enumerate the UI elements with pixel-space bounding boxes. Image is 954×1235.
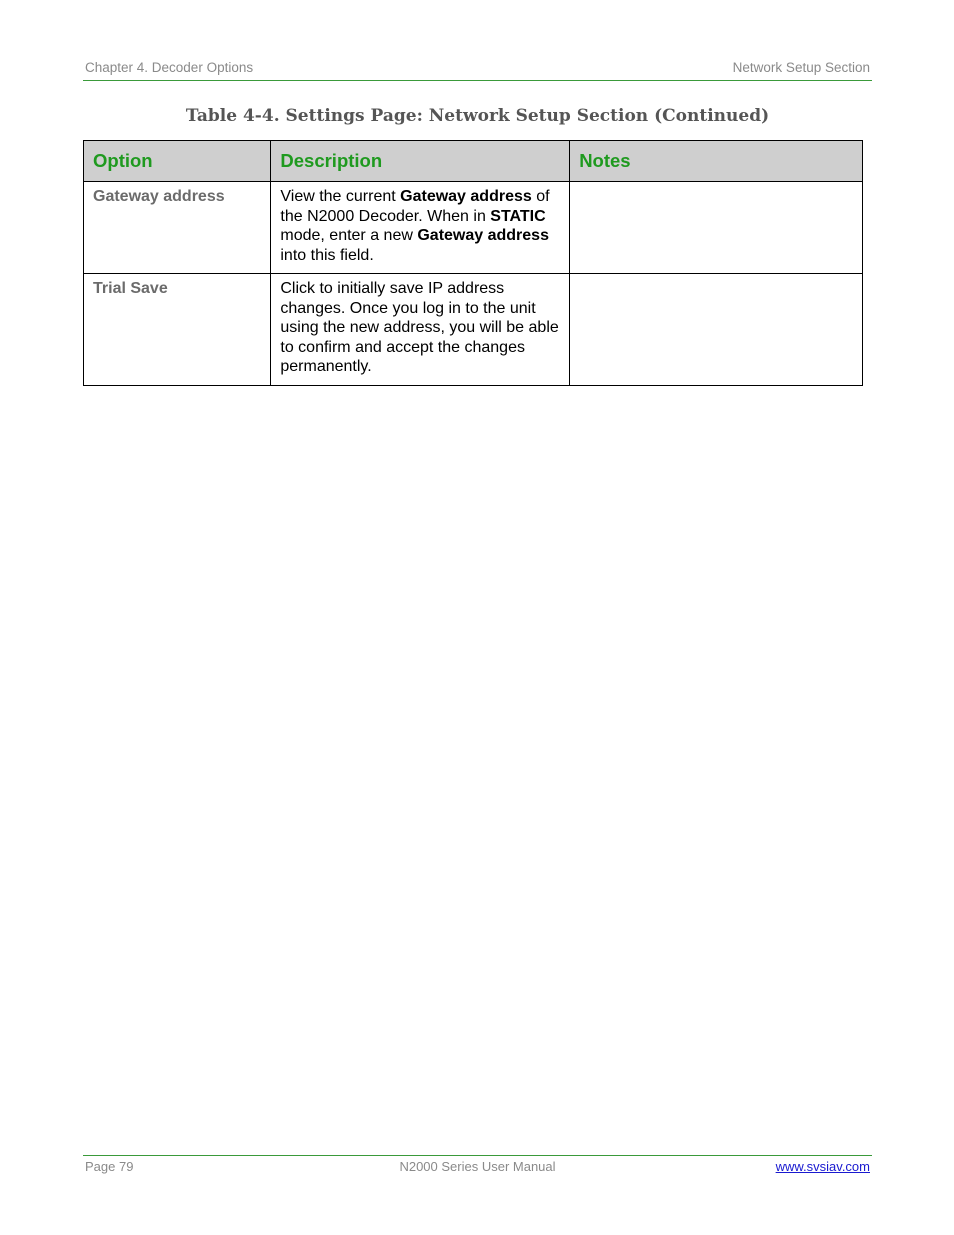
- notes-cell: [570, 182, 863, 274]
- description-text: of the N2000 Decoder. When in: [280, 188, 550, 225]
- option-cell: Trial Save: [84, 274, 271, 386]
- description-cell: [271, 274, 570, 386]
- page-header: [83, 58, 872, 81]
- description-text: Click to initially save IP address changes. Once you log in to the unit using the new address, you will be able to confirm and accept the changes permanently.: [280, 280, 559, 375]
- description-emphasis: Gateway address: [400, 188, 532, 205]
- column-header-notes: Notes: [570, 141, 863, 182]
- table-header-row: [84, 141, 863, 182]
- manual-title: N2000 Series User Manual: [399, 1159, 556, 1174]
- settings-table: [83, 140, 863, 386]
- section-title: Network Setup Section: [732, 60, 870, 75]
- page-number: Page 79: [85, 1159, 134, 1174]
- page-footer: [83, 1155, 872, 1178]
- description-text: mode, enter a new: [280, 227, 418, 244]
- option-cell: Gateway address: [84, 182, 271, 274]
- table-row: [84, 274, 863, 386]
- table-caption: Table 4-4. Settings Page: Network Setup Section (Continued): [185, 106, 770, 126]
- column-header-description: Description: [271, 141, 570, 182]
- notes-cell: [570, 274, 863, 386]
- description-text: View the current: [280, 188, 401, 205]
- website-link[interactable]: www.svsiav.com: [775, 1159, 870, 1174]
- table-row: [84, 182, 863, 274]
- column-header-option: Option: [84, 141, 271, 182]
- description-emphasis: STATIC: [490, 207, 546, 225]
- description-emphasis: Gateway address: [417, 227, 549, 244]
- description-text: into this field.: [280, 246, 374, 264]
- chapter-title: Chapter 4. Decoder Options: [85, 60, 254, 75]
- description-cell: [271, 182, 570, 274]
